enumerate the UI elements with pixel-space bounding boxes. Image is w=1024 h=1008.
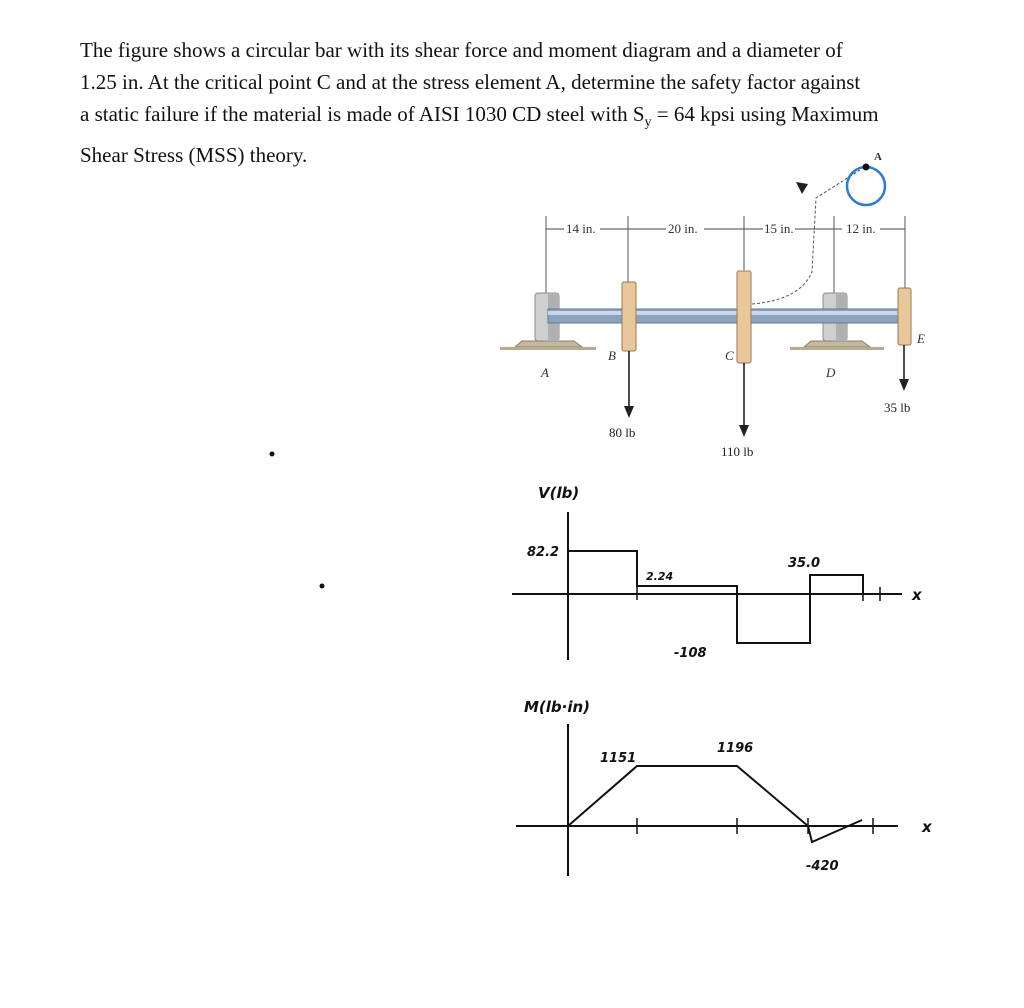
load-c: 110 lb — [721, 444, 754, 459]
dim-de: 12 in. — [846, 221, 876, 236]
arrow-e — [899, 379, 909, 391]
problem-line-4: Shear Stress (MSS) theory. — [80, 143, 308, 168]
moment-value-1: 1151 — [600, 751, 637, 766]
label-d: D — [826, 365, 836, 380]
shear-axis-label: V(lb) — [538, 484, 580, 502]
bullet-dot-2 — [320, 584, 325, 589]
shear-value-4: 35.0 — [788, 556, 821, 571]
gear-e — [898, 288, 911, 345]
element-point — [863, 164, 870, 171]
bullet-dot-1 — [270, 452, 275, 457]
moment-x-label: x — [922, 818, 932, 836]
moment-value-3: -420 — [806, 859, 839, 874]
subscript-y: y — [644, 115, 652, 131]
shear-value-3: -108 — [674, 646, 707, 661]
stress-element — [847, 167, 885, 205]
problem-line-2: 1.25 in. At the critical point C and at the stress element A, determine the safety factor against — [80, 70, 861, 94]
moment-diagram — [516, 698, 933, 876]
moment-curve — [568, 766, 862, 842]
load-b: 80 lb — [609, 425, 636, 440]
element-leader — [752, 170, 860, 304]
shear-value-1: 82.2 — [527, 545, 560, 560]
beam-figure — [500, 151, 925, 459]
shear-value-2: 2.24 — [646, 570, 674, 583]
element-arrow — [796, 182, 808, 194]
problem-line-3a: a static failure if the material is made of AISI 1030 CD steel with S — [80, 102, 645, 126]
dim-bc: 20 in. — [668, 221, 698, 236]
ground-left — [515, 341, 582, 347]
arrow-b — [624, 406, 634, 418]
ground-right — [804, 341, 870, 347]
label-a: A — [541, 365, 549, 380]
element-label: A — [874, 151, 882, 163]
dim-cd: 15 in. — [764, 221, 794, 236]
label-c: C — [725, 348, 734, 363]
gear-c — [737, 271, 751, 363]
label-e: E — [917, 331, 925, 346]
gear-b — [622, 282, 636, 351]
moment-value-2: 1196 — [717, 741, 754, 756]
shear-x-label: x — [912, 586, 922, 604]
dim-ab: 14 in. — [566, 221, 596, 236]
load-e: 35 lb — [884, 400, 911, 415]
problem-line-1: The figure shows a circular bar with its shear force and moment diagram and a diameter of — [80, 38, 843, 62]
arrow-c — [739, 425, 749, 437]
shear-diagram — [512, 484, 923, 661]
problem-line-3b: = 64 kpsi using Maximum — [651, 102, 879, 126]
label-b: B — [608, 348, 616, 363]
moment-axis-label: M(lb·in) — [524, 698, 591, 716]
